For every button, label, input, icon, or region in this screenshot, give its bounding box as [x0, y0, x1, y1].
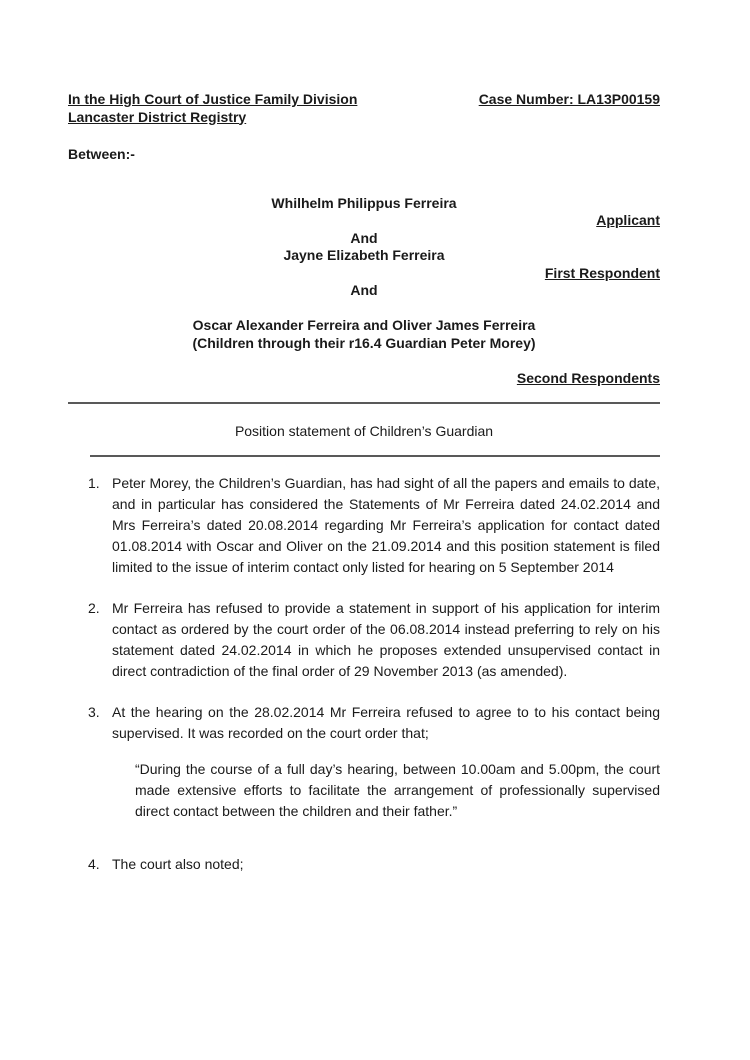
paragraph-1: [68, 473, 660, 578]
and-separator-2: And: [350, 282, 378, 298]
between-label: Between:-: [68, 146, 135, 162]
divider-top: [68, 402, 660, 404]
paragraph-1-number: 1.: [88, 474, 100, 491]
paragraph-4: [68, 854, 660, 875]
paragraph-2: [68, 598, 660, 682]
second-respondents-name-line2: (Children through their r16.4 Guardian Peter Morey): [192, 334, 536, 351]
document-title: Position statement of Children’s Guardian: [234, 423, 494, 439]
applicant-name: Whilhelm Philippus Ferreira: [271, 194, 457, 211]
paragraph-3-number: 3.: [88, 703, 100, 720]
first-respondent-role: First Respondent: [544, 264, 660, 281]
divider-bottom: [90, 455, 660, 457]
second-respondents-name-line1: Oscar Alexander Ferreira and Oliver James Ferreira: [192, 317, 536, 333]
paragraph-2-number: 2.: [88, 599, 100, 616]
paragraph-1-text: Peter Morey, the Children’s Guardian, has had sight of all the papers and emails to date, and in particular has considered the Statements of Mr Ferreira dated 24.02.2014 and Mrs Ferreira’s dated 20.08.2014 regarding Mr Ferreira’s application for contact dated 01.08.2014 with Oscar and Oliver on the 21.09.2014 and this position statement is filed limited to the issue of interim contact only listed for hearing on 5 September 2014: [112, 474, 660, 575]
spacer: [68, 300, 660, 318]
paragraph-list: [68, 473, 660, 875]
paragraph-4-number: 4.: [88, 855, 100, 872]
paragraph-2-text: Mr Ferreira has refused to provide a statement in support of his application for interim contact as ordered by the court order of the 06.08.2014 instead preferring to rely on his statement dated 24.02.2014 in which he proposes extended unsupervised contact in direct contradiction of the final order of 29 November 2013 (as amended).: [112, 599, 660, 679]
case-number: Case Number: LA13P00159: [478, 91, 660, 107]
spacer: [68, 352, 660, 370]
parties-block: [68, 195, 660, 388]
first-respondent-name: Jayne Elizabeth Ferreira: [283, 247, 445, 263]
applicant-role: Applicant: [596, 212, 660, 228]
paragraph-4-text: The court also noted;: [112, 855, 244, 872]
court-name-line2: Lancaster District Registry: [68, 108, 247, 125]
document-header: [68, 91, 660, 126]
court-order-quote: “During the course of a full day’s hearing, between 10.00am and 5.00pm, the court made extensive efforts to facilitate the arrangement of professionally supervised direct contact between the children and their father.”: [135, 760, 660, 819]
second-respondents-role: Second Respondents: [516, 369, 660, 386]
court-name-block: [68, 91, 357, 126]
court-name-line1: In the High Court of Justice Family Division: [68, 91, 358, 107]
paragraph-3: [68, 702, 660, 822]
and-separator-1: And: [350, 229, 378, 246]
paragraph-3-text: At the hearing on the 28.02.2014 Mr Ferreira refused to agree to to his contact being supervised. It was recorded on the court order that;: [112, 703, 660, 741]
